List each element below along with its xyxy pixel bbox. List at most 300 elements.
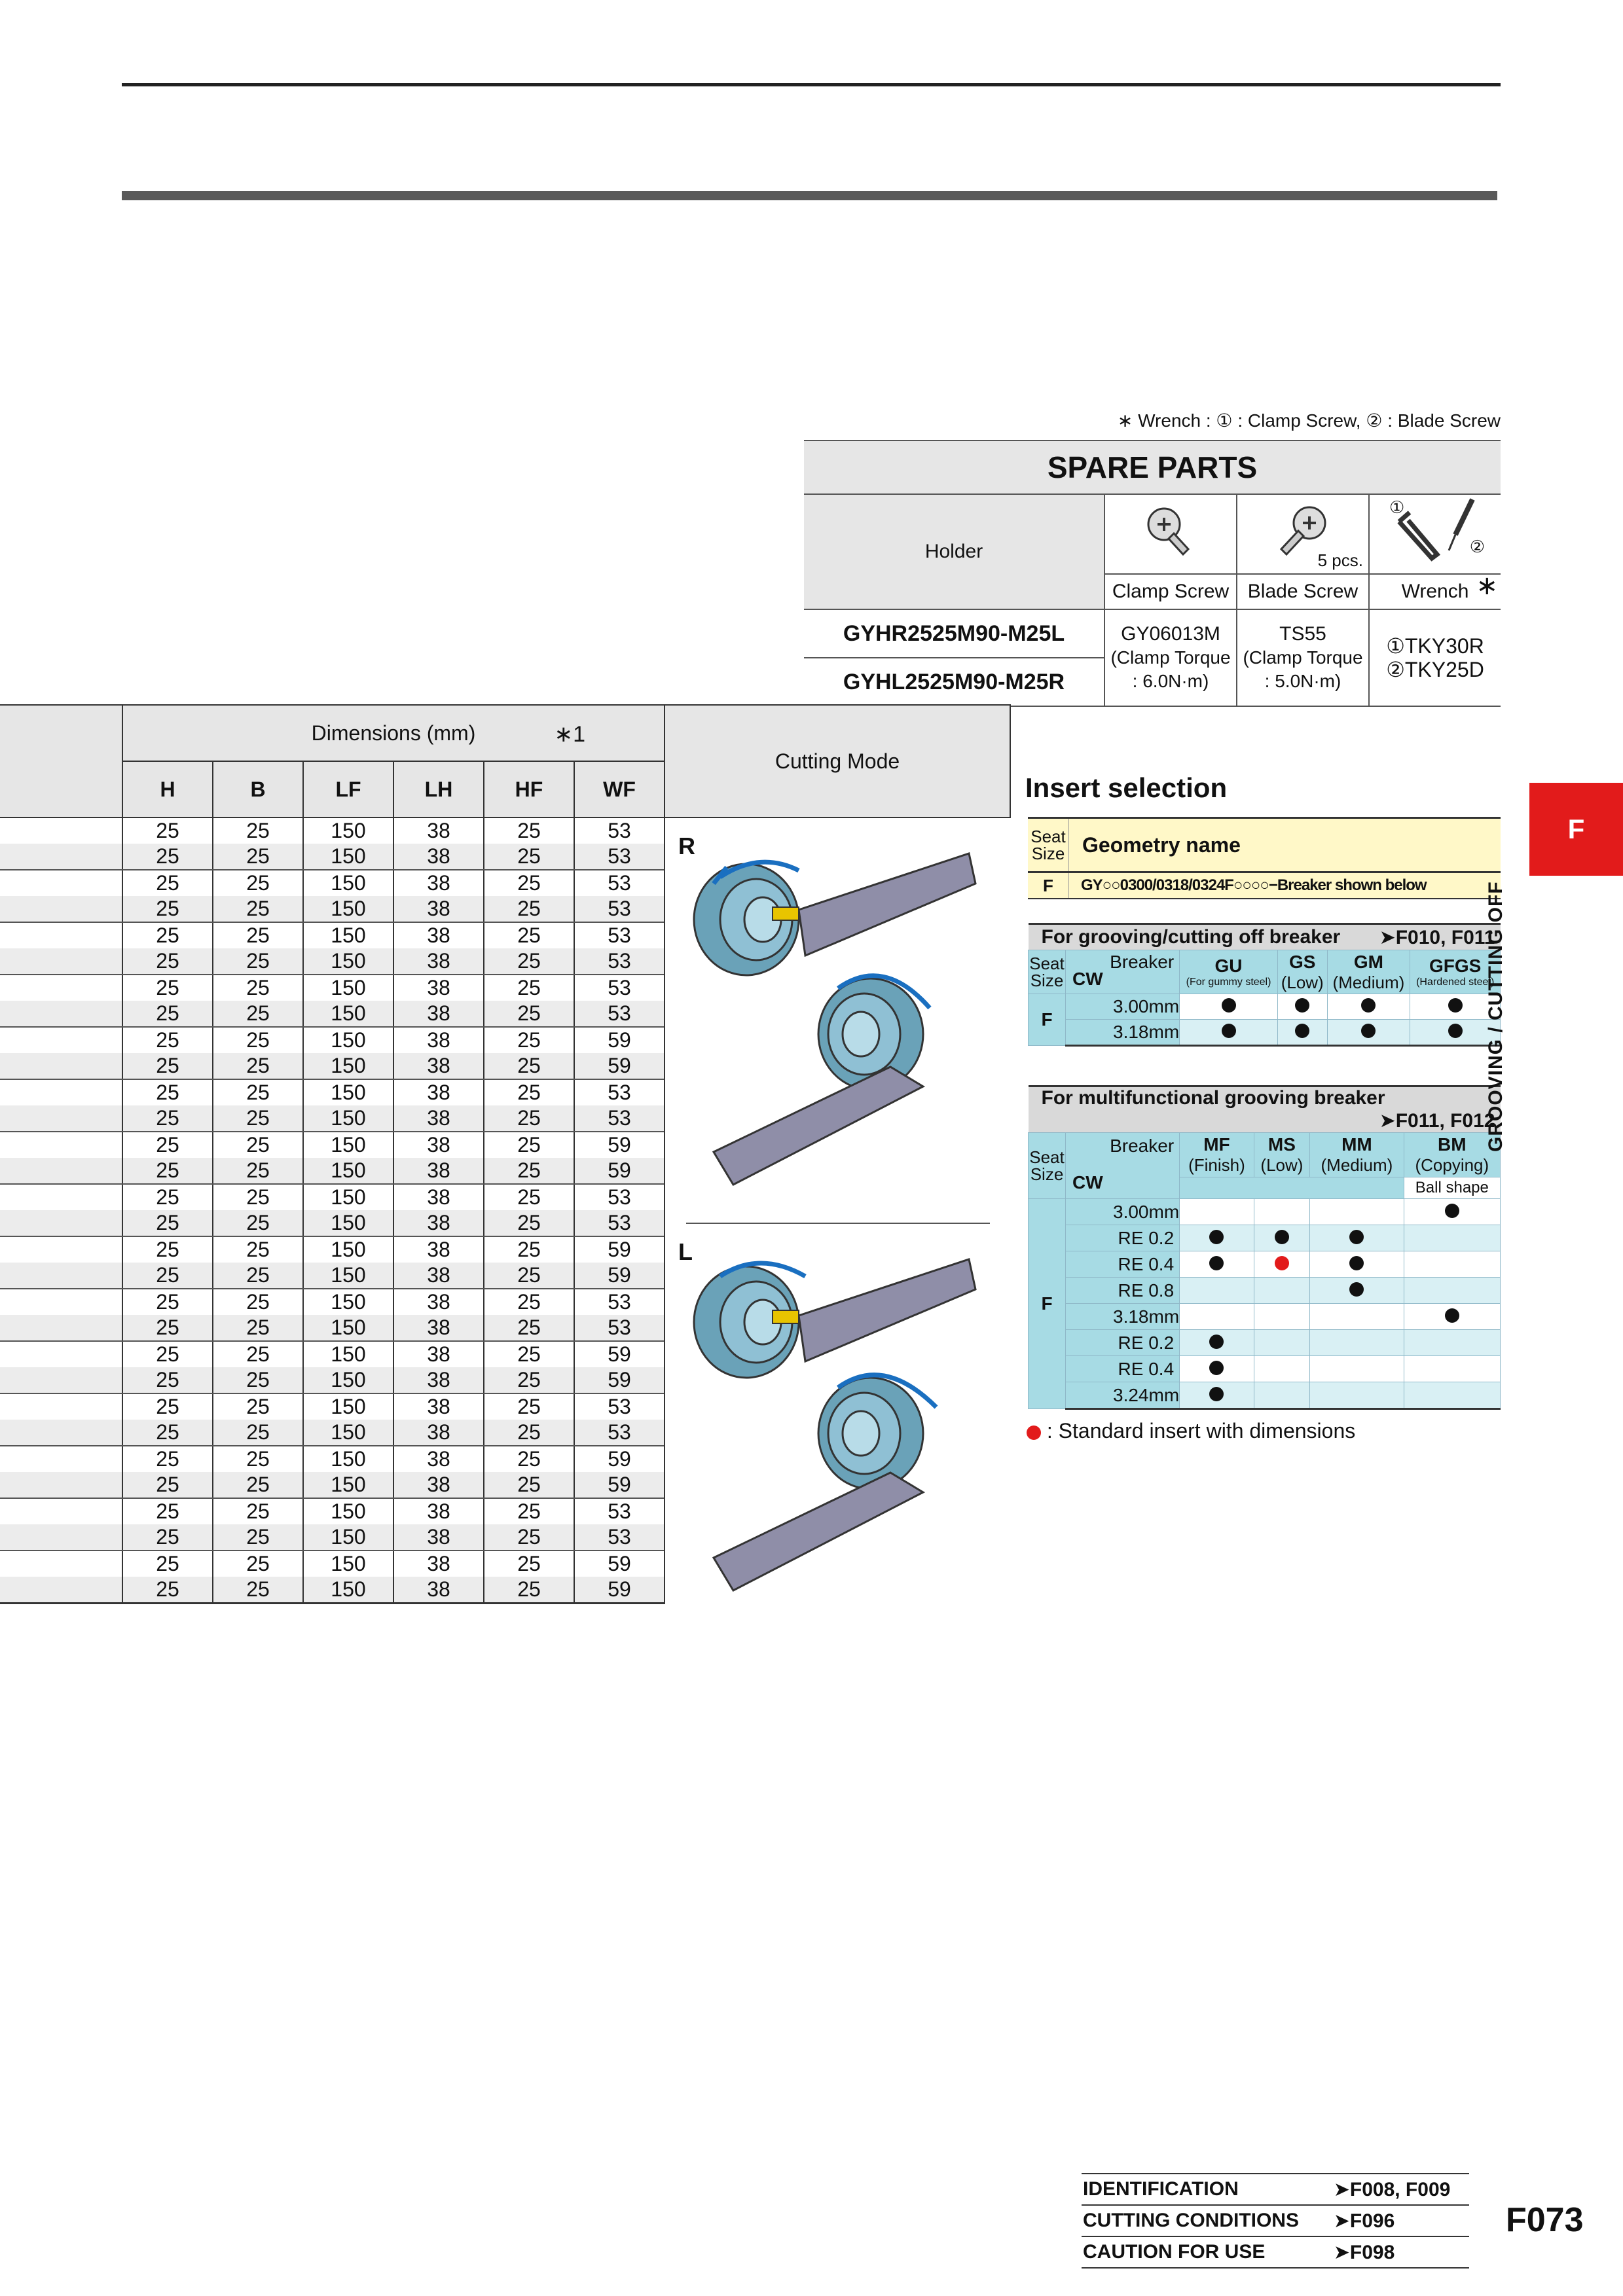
dim-cell: 150 [303,975,393,1001]
dim-cell: 150 [303,1577,393,1604]
multi-cw-header [1066,1133,1180,1199]
dot-icon [1349,1256,1364,1270]
dim-cell: 150 [303,1105,393,1132]
row-blank [0,1577,122,1604]
ref-link[interactable]: ➤F096 [1332,2205,1469,2236]
row-blank [0,1393,122,1420]
availability-cell [1310,1199,1404,1225]
dim-cell: 25 [213,1524,303,1551]
dim-cell: 53 [574,1105,665,1132]
dim-cell: 38 [393,1367,484,1393]
dim-cell: 25 [484,870,574,896]
dim-cell: 25 [484,1498,574,1524]
dim-cell: 38 [393,1524,484,1551]
availability-cell [1277,1020,1327,1046]
dim-cell: 38 [393,1577,484,1604]
dim-cell: 59 [574,1551,665,1577]
breaker-code: MS [1267,1134,1296,1155]
dim-cell: 25 [484,1446,574,1472]
row-blank [0,844,122,870]
multi-cw-label: CW [1072,1172,1103,1193]
availability-cell [1254,1225,1309,1251]
dim-cell: 38 [393,896,484,922]
dim-cell: 25 [213,896,303,922]
breaker-desc: (Medium) [1321,1155,1393,1175]
row-blank [0,1263,122,1289]
dim-cell: 53 [574,1289,665,1315]
availability-cell [1180,1330,1254,1356]
availability-cell [1310,1304,1404,1330]
dim-cell: 53 [574,975,665,1001]
dim-cell: 25 [122,1263,213,1289]
dim-cell: 25 [484,1472,574,1498]
dim-cell: 59 [574,1577,665,1604]
legend-text: : Standard insert with dimensions [1046,1419,1356,1443]
dim-cell: 53 [574,1184,665,1210]
wrench-mark: ∗ [1476,571,1498,600]
availability-cell [1254,1199,1309,1225]
col-wf: WF [574,761,665,817]
dim-cell: 150 [303,922,393,948]
red-dot-icon [1027,1426,1041,1440]
dim-cell: 25 [484,1105,574,1132]
dim-cell: 25 [484,1210,574,1236]
dim-cell: 150 [303,870,393,896]
ref-row[interactable] [1082,2174,1469,2205]
dim-cell: 150 [303,1420,393,1446]
dim-cell: 25 [122,1551,213,1577]
clamp-torque-line2: : 6.0N·m) [1132,671,1209,691]
row-blank [0,1027,122,1053]
availability-cell [1180,1356,1254,1382]
dim-cell: 25 [122,844,213,870]
availability-cell [1180,1225,1254,1251]
availability-cell [1327,1020,1410,1046]
dim-cell: 150 [303,948,393,975]
dim-cell: 38 [393,1079,484,1105]
dim-cell: 38 [393,1053,484,1079]
spare-parts-title: SPARE PARTS [804,440,1501,494]
availability-cell [1310,1382,1404,1409]
dot-icon [1295,998,1309,1013]
dim-cell: 150 [303,1158,393,1184]
dot-icon [1445,1308,1459,1323]
holder-model-2: GYHL2525M90-M25R [804,658,1104,706]
availability-cell [1404,1356,1500,1382]
breaker-desc: (Medium) [1332,972,1405,992]
dim-cell: 150 [303,1263,393,1289]
pcs-label: 5 pcs. [1317,550,1363,570]
blade-screw-label: Blade Screw [1237,574,1369,609]
wrench-image [1369,494,1501,574]
multi-breaker-label: Breaker [1110,1136,1175,1156]
dim-cell: 25 [484,975,574,1001]
blade-torque-line2: : 5.0N·m) [1264,671,1341,691]
dim-cell: 25 [484,1577,574,1604]
dim-cell: 25 [122,1341,213,1367]
dot-icon [1209,1361,1224,1375]
dim-cell: 25 [213,817,303,844]
holder-model-1: GYHR2525M90-M25L [804,609,1104,658]
dim-cell: 25 [122,1315,213,1341]
row-blank [0,1446,122,1472]
screw-icon [1141,502,1200,561]
dimensions-header [122,705,665,761]
dim-cell: 25 [484,1367,574,1393]
dim-cell: 53 [574,1524,665,1551]
dim-cell: 53 [574,896,665,922]
row-blank [0,1472,122,1498]
ref-row[interactable] [1082,2236,1469,2268]
dim-cell: 38 [393,1498,484,1524]
dim-cell: 38 [393,922,484,948]
blade-screw-code: TS55 [1279,623,1326,645]
page-number: F073 [1506,2201,1584,2239]
row-blank [0,1524,122,1551]
cw-cell: RE 0.2 [1066,1225,1180,1251]
dim-cell: 25 [213,1446,303,1472]
dim-cell: 150 [303,1184,393,1210]
col-h: H [122,761,213,817]
holder-header: Holder [804,494,1104,609]
dim-cell: 25 [122,1132,213,1158]
availability-cell [1327,994,1410,1020]
wrench-code-1: ①TKY30R [1386,634,1484,658]
row-blank [0,1053,122,1079]
list-item [1029,1356,1501,1382]
dim-cell: 150 [303,1132,393,1158]
dim-cell: 38 [393,1027,484,1053]
clamp-torque-line1: (Clamp Torque [1110,647,1231,668]
dot-icon [1361,1024,1376,1038]
dim-cell: 25 [484,1001,574,1027]
cw-cell: 3.00mm [1066,994,1180,1020]
availability-cell [1277,994,1327,1020]
ref-label: CAUTION FOR USE [1082,2236,1332,2268]
dim-cell: 38 [393,1001,484,1027]
dim-cell: 25 [122,1367,213,1393]
dim-cell: 59 [574,1341,665,1367]
workpiece-icon [818,978,923,1090]
col-hf: HF [484,761,574,817]
row-blank [0,1551,122,1577]
dimensions-note-mark: ∗1 [554,721,585,747]
dim-cell: 25 [213,1341,303,1367]
legend [1027,1419,1355,1443]
ref-label: IDENTIFICATION [1082,2174,1332,2205]
blade-screw-part [1237,609,1369,706]
section-tab: F [1529,783,1623,876]
dim-cell: 38 [393,1105,484,1132]
red-dot-icon [1275,1256,1289,1270]
dim-cell: 38 [393,1236,484,1263]
geo-name-value: GY○○0300/0318/0324F○○○○−Breaker shown below [1069,872,1501,899]
dim-cell: 38 [393,1184,484,1210]
row-blank [0,1210,122,1236]
breaker-code: GFGS [1429,956,1482,976]
dim-cell: 53 [574,1315,665,1341]
availability-cell [1404,1382,1500,1409]
dim-cell: 25 [213,844,303,870]
seat-size-f: F [1029,1199,1066,1409]
dim-cell: 25 [484,1393,574,1420]
dim-cell: 38 [393,1132,484,1158]
spare-parts-table [804,440,1501,707]
dim-cell: 25 [213,1236,303,1263]
dim-cell: 38 [393,1393,484,1420]
row-blank [0,975,122,1001]
clamp-screw-part [1104,609,1237,706]
list-item [1029,1020,1501,1046]
dim-cell: 59 [574,1367,665,1393]
wrench-num-2: ② [1469,537,1485,556]
row-blank [0,922,122,948]
ref-link[interactable]: ➤F098 [1332,2236,1469,2268]
availability-cell [1404,1251,1500,1278]
row-blank [0,1158,122,1184]
dim-cell: 59 [574,1446,665,1472]
grooving-breaker-table [1028,923,1501,1047]
dim-cell: 25 [122,1001,213,1027]
dim-cell: 25 [122,1446,213,1472]
list-item [1029,1330,1501,1356]
dim-cell: 25 [122,1236,213,1263]
list-item [1029,1304,1501,1330]
wrench-part [1369,609,1501,706]
dim-cell: 25 [122,1289,213,1315]
dim-cell: 53 [574,1498,665,1524]
dim-cell: 59 [574,1236,665,1263]
dim-cell: 38 [393,1446,484,1472]
row-blank [0,1184,122,1210]
dim-cell: 59 [574,1132,665,1158]
dim-cell: 53 [574,948,665,975]
dim-cell: 25 [122,1577,213,1604]
dim-cell: 59 [574,1027,665,1053]
ref-link[interactable]: ➤F008, F009 [1332,2174,1469,2205]
breaker-desc: (Low) [1260,1155,1304,1175]
dim-cell: 25 [213,1184,303,1210]
multi-seat-size-header: Seat Size [1029,1133,1066,1199]
row-blank [0,1289,122,1315]
availability-cell [1310,1251,1404,1278]
dim-cell: 38 [393,975,484,1001]
wrench-note: ∗ Wrench : ① : Clamp Screw, ② : Blade Screw [1117,410,1501,431]
dim-cell: 53 [574,817,665,844]
breaker-code: GS [1288,951,1316,972]
seat-size-f: F [1029,994,1066,1046]
dim-cell: 25 [213,1472,303,1498]
dim-cell: 25 [484,1027,574,1053]
dim-cell: 150 [303,1393,393,1420]
dim-cell: 150 [303,1498,393,1524]
dim-cell: 25 [213,1420,303,1446]
row-blank [0,896,122,922]
dim-cell: 59 [574,1472,665,1498]
wrench-label [1369,571,1501,609]
dim-cell: 25 [484,1524,574,1551]
availability-cell [1254,1330,1309,1356]
dot-icon [1448,998,1463,1013]
availability-cell [1404,1304,1500,1330]
clamp-screw-image [1104,494,1237,574]
breaker-code: BM [1438,1134,1467,1155]
dim-cell: 150 [303,1236,393,1263]
dim-cell: 38 [393,817,484,844]
dim-cell: 59 [574,1053,665,1079]
dim-cell: 25 [122,922,213,948]
dim-cell: 25 [122,1079,213,1105]
dim-cell: 25 [213,1551,303,1577]
cw-cell: 3.00mm [1066,1199,1180,1225]
breaker-desc: (Low) [1281,972,1324,992]
dot-icon [1361,998,1376,1013]
row-blank [0,948,122,975]
references-table [1082,2173,1469,2269]
dim-cell: 25 [484,1263,574,1289]
dim-cell: 150 [303,1315,393,1341]
dot-icon [1209,1256,1224,1270]
dim-cell: 25 [122,1210,213,1236]
dim-cell: 150 [303,1210,393,1236]
row-blank [0,1079,122,1105]
col-lf: LF [303,761,393,817]
row-blank [0,1132,122,1158]
breaker-mf [1180,1133,1254,1177]
dim-cell: 25 [213,1053,303,1079]
row-blank [0,1420,122,1446]
availability-cell [1180,1199,1254,1225]
dim-cell: 25 [122,1105,213,1132]
list-item [1029,1278,1501,1304]
list-item [1029,1382,1501,1409]
breaker-gs [1277,950,1327,994]
dim-cell: 150 [303,1367,393,1393]
dim-cell: 25 [484,896,574,922]
row-blank [0,1341,122,1367]
top-rule [122,83,1501,86]
wrench-label-text: Wrench [1401,581,1469,602]
dim-cell: 38 [393,1420,484,1446]
dim-cell: 25 [122,1053,213,1079]
dim-cell: 25 [484,1551,574,1577]
dim-cell: 25 [213,1367,303,1393]
dim-cell: 25 [213,1577,303,1604]
dot-icon [1445,1204,1459,1218]
multi-ref: ➤F011, F012 [1379,1110,1495,1132]
dim-cell: 25 [213,1393,303,1420]
dim-cell: 150 [303,896,393,922]
row-blank [0,870,122,896]
availability-cell [1254,1382,1309,1409]
breaker-code: GM [1353,951,1383,972]
multi-bar [1029,1086,1501,1133]
dim-cell: 150 [303,1053,393,1079]
availability-cell [1180,1251,1254,1278]
dim-cell: 53 [574,844,665,870]
dim-cell: 150 [303,1027,393,1053]
insert-selection-title: Insert selection [1025,772,1228,803]
breaker-code: MF [1203,1134,1230,1155]
availability-cell [1180,1278,1254,1304]
dim-cell: 25 [122,975,213,1001]
grooving-cw-header [1066,950,1180,994]
dot-icon [1209,1335,1224,1349]
dim-cell: 25 [213,1210,303,1236]
wrench-code-2: ②TKY25D [1386,658,1484,681]
dim-cell: 25 [484,1132,574,1158]
dim-cell: 25 [213,922,303,948]
dot-icon [1222,998,1236,1013]
dim-cell: 25 [213,1132,303,1158]
dim-cell: 25 [122,1158,213,1184]
availability-cell [1180,994,1278,1020]
dim-cell: 25 [484,948,574,975]
dim-cell: 38 [393,1472,484,1498]
grooving-ref: ➤F010, F011 [1379,926,1495,948]
dim-cell: 38 [393,1158,484,1184]
grooving-bar-title: For grooving/cutting off breaker [1041,925,1341,948]
dim-cell: 25 [484,1158,574,1184]
availability-cell [1404,1225,1500,1251]
dim-cell: 53 [574,1420,665,1446]
dimensions-title: Dimensions (mm) [311,721,476,745]
dim-cell: 25 [213,1263,303,1289]
col-b: B [213,761,303,817]
row-blank [0,1105,122,1132]
grooving-cw-label: CW [1072,969,1103,989]
dim-cell: 38 [393,1341,484,1367]
clamp-screw-label: Clamp Screw [1104,574,1237,609]
cw-cell: 3.24mm [1066,1382,1180,1409]
geo-seat-f: F [1028,872,1069,899]
dim-cell: 25 [484,1079,574,1105]
dim-cell: 38 [393,1263,484,1289]
dim-cell: 25 [122,817,213,844]
breaker-desc: (Hardened steel) [1416,977,1495,988]
workpiece-icon [818,1378,923,1489]
dim-cell: 53 [574,1393,665,1420]
dim-cell: 25 [122,1027,213,1053]
dim-cell: 25 [484,1315,574,1341]
breaker-gu [1180,950,1278,994]
row-blank [0,1315,122,1341]
grooving-seat-size-header: Seat Size [1029,950,1066,994]
dim-cell: 150 [303,1079,393,1105]
geo-seat-size-header: Seat Size [1028,818,1069,872]
availability-cell [1254,1304,1309,1330]
dim-cell: 53 [574,1001,665,1027]
mode-divider [686,1223,990,1224]
dim-cell: 25 [122,1184,213,1210]
dim-cell: 59 [574,1263,665,1289]
breaker-gm [1327,950,1410,994]
grooving-breaker-label: Breaker [1110,952,1175,972]
breaker-mm [1310,1133,1404,1177]
dim-cell: 25 [122,1420,213,1446]
dim-cell: 150 [303,1551,393,1577]
dim-cell: 25 [213,1498,303,1524]
wrench-num-1: ① [1389,497,1405,517]
dim-cell: 25 [213,948,303,975]
dim-cell: 38 [393,1551,484,1577]
ref-row[interactable] [1082,2205,1469,2236]
dim-cell: 150 [303,1446,393,1472]
availability-cell [1180,1304,1254,1330]
dim-cell: 25 [484,922,574,948]
clamp-screw-code: GY06013M [1121,623,1220,645]
cutting-mode-header: Cutting Mode [665,705,1010,817]
